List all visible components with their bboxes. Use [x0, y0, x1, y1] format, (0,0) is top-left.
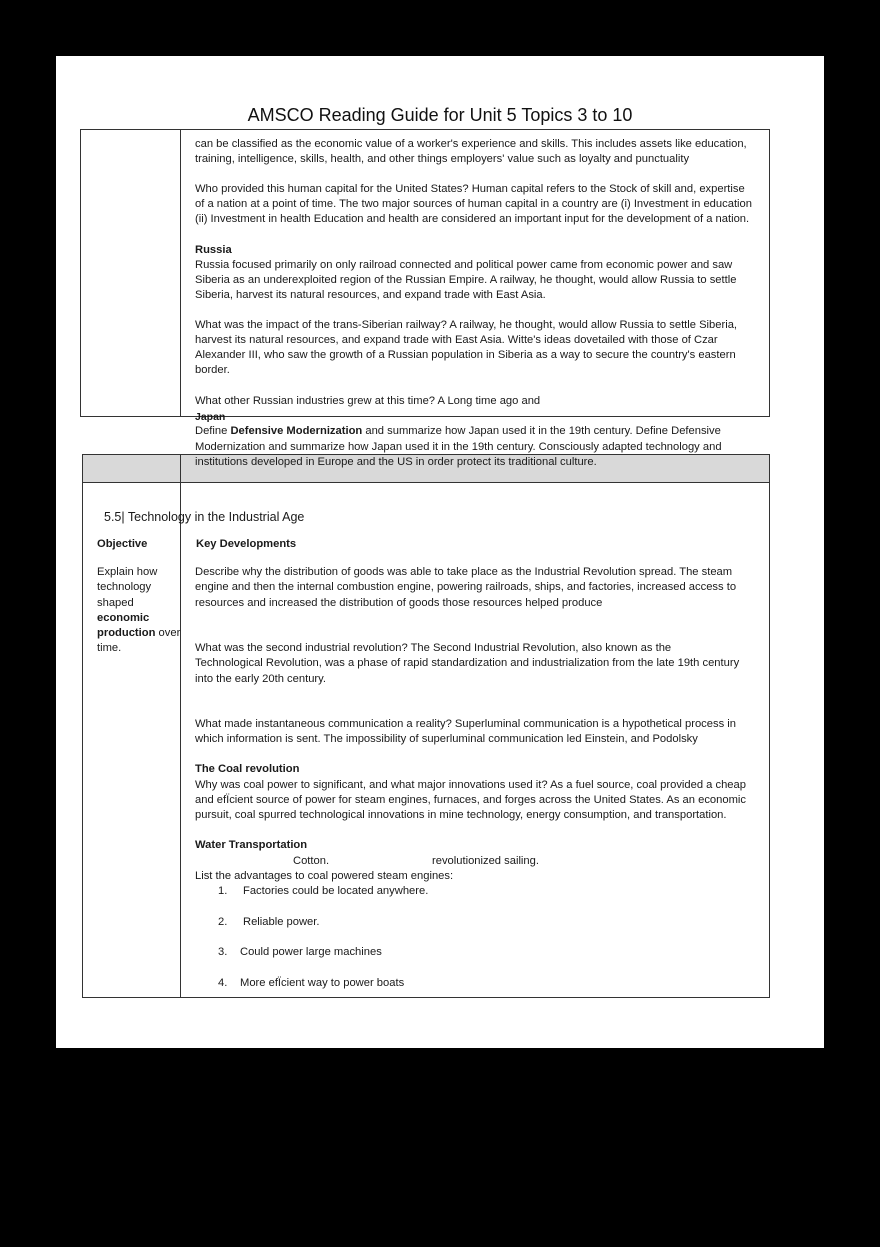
coal-heading: The Coal revolution: [195, 763, 300, 775]
advantage-2-number: 2.: [218, 916, 228, 928]
coal-line-3: pursuit, coal spurred technological innovations in mine technology, energy consumption, and transportation.: [195, 809, 727, 821]
objective-line-1: Explain how: [97, 566, 158, 578]
table-2-column-divider: [180, 454, 181, 998]
japan-line-3: institutions developed in Europe and the US in order protect its traditional culture.: [195, 456, 597, 468]
who-provided-line-1: Who provided this human capital for the United States? Human capital refers to the Stock of skill and, expertise: [195, 183, 745, 195]
advantage-4-number: 4.: [218, 977, 228, 989]
advantage-1-number: 1.: [218, 885, 228, 897]
second-rev-line-2: Technological Revolution, was a phase of rapid standardization and industrialization from the late 19th century: [195, 657, 740, 669]
trans-siberian-line-1: What was the impact of the trans-Siberian railway? A railway, he thought, would allow Russia to settle Siberia,: [195, 319, 738, 331]
advantage-2-text: Reliable power.: [243, 916, 320, 928]
objective-line-3: shaped: [97, 597, 134, 609]
coal-line-2: and efÏcient source of power for steam engines, furnaces, and forges across the United States. As an economic: [195, 794, 746, 806]
communication-line-1: What made instantaneous communication a reality? Superluminal communication is a hypothetical process in: [195, 718, 737, 730]
distribution-line-3: resources and increased the distribution of goods those resources helped produce: [195, 597, 603, 609]
advantages-intro: List the advantages to coal powered steam engines:: [195, 870, 454, 882]
water-heading: Water Transportation: [195, 839, 308, 851]
objective-line-6: time.: [97, 642, 122, 654]
defensive-modernization-term: Defensive Modernization: [230, 425, 363, 437]
japan-heading: Japan: [195, 411, 226, 423]
japan-line-1: [195, 424, 721, 439]
coal-line-1: Why was coal power to significant, and what major innovations used it? As a fuel source, coal provided a cheap: [195, 779, 746, 791]
trans-siberian-line-4: border.: [195, 364, 230, 376]
russia-line-3: Siberia, harvest its natural resources, and expand trade with East Asia.: [195, 289, 546, 301]
advantage-3-text: Could power large machines: [240, 946, 382, 958]
japan-line-1-suffix: and summarize how Japan used it in the 19th century. Define Defensive: [362, 425, 721, 437]
second-rev-line-1: What was the second industrial revolution? The Second Industrial Revolution, also known as the: [195, 642, 672, 654]
other-industries-text: What other Russian industries grew at this time? A Long time ago and: [195, 395, 541, 407]
key-developments-column-header: Key Developments: [196, 538, 297, 550]
advantage-4-text: More efÏcient way to power boats: [240, 977, 405, 989]
objective-line-5: [97, 626, 180, 641]
water-cotton: Cotton.: [293, 855, 330, 867]
trans-siberian-line-3: Alexander III, who saw the growth of a Russian population in Siberia as a way to secure the country's eastern: [195, 349, 736, 361]
objective-line-4: economic: [97, 612, 150, 624]
objective-column-header: Objective: [97, 538, 148, 550]
distribution-line-1: Describe why the distribution of goods was able to take place as the Industrial Revolution spread. The steam: [195, 566, 733, 578]
table-2-row-divider: [82, 482, 770, 483]
advantage-3-number: 3.: [218, 946, 228, 958]
table-1-column-divider: [180, 129, 181, 417]
human-capital-line-1: can be classified as the economic value of a worker's experience and skills. This includes assets like education,: [195, 138, 747, 150]
trans-siberian-line-2: harvest its natural resources, and expand trade with East Asia. Witte's ideas dovetailed with those of Czar: [195, 334, 718, 346]
water-sailing: revolutionized sailing.: [432, 855, 539, 867]
document-title: AMSCO Reading Guide for Unit 5 Topics 3 to 10: [247, 105, 633, 125]
russia-line-2: Siberia as an underexploited region of the Russian Empire. A railway, he thought, would allow Russia to settle: [195, 274, 737, 286]
japan-line-1-prefix: Define: [195, 425, 231, 437]
advantage-1-text: Factories could be located anywhere.: [243, 885, 429, 897]
who-provided-line-2: of a nation at a point of time. The two major sources of human capital in a country are (i) Investment in education: [195, 198, 752, 210]
russia-line-1: Russia focused primarily on only railroad connected and political power came from economic power and saw: [195, 259, 733, 271]
objective-bold-production: production: [97, 627, 156, 639]
distribution-line-2: engine and then the internal combustion engine, powering railroads, ships, and factories, increased access to: [195, 581, 737, 593]
japan-line-2: Modernization and summarize how Japan used it in the 19th century. Consciously adapted technology and: [195, 441, 722, 453]
russia-heading: Russia: [195, 244, 232, 256]
second-rev-line-3: into the early 20th century.: [195, 673, 327, 685]
human-capital-line-2: training, intelligence, skills, health, and other things employers' value such as loyalty and punctuality: [195, 153, 690, 165]
section-5-5-heading: 5.5| Technology in the Industrial Age: [104, 510, 305, 524]
who-provided-line-3: (ii) Investment in health Education and health are considered an important input for the development of a nation.: [195, 213, 750, 225]
objective-line-2: technology: [97, 581, 152, 593]
objective-over: over: [155, 627, 181, 639]
communication-line-2: which information is sent. The impossibility of superluminal communication led Einstein, and Podolsky: [195, 733, 698, 745]
